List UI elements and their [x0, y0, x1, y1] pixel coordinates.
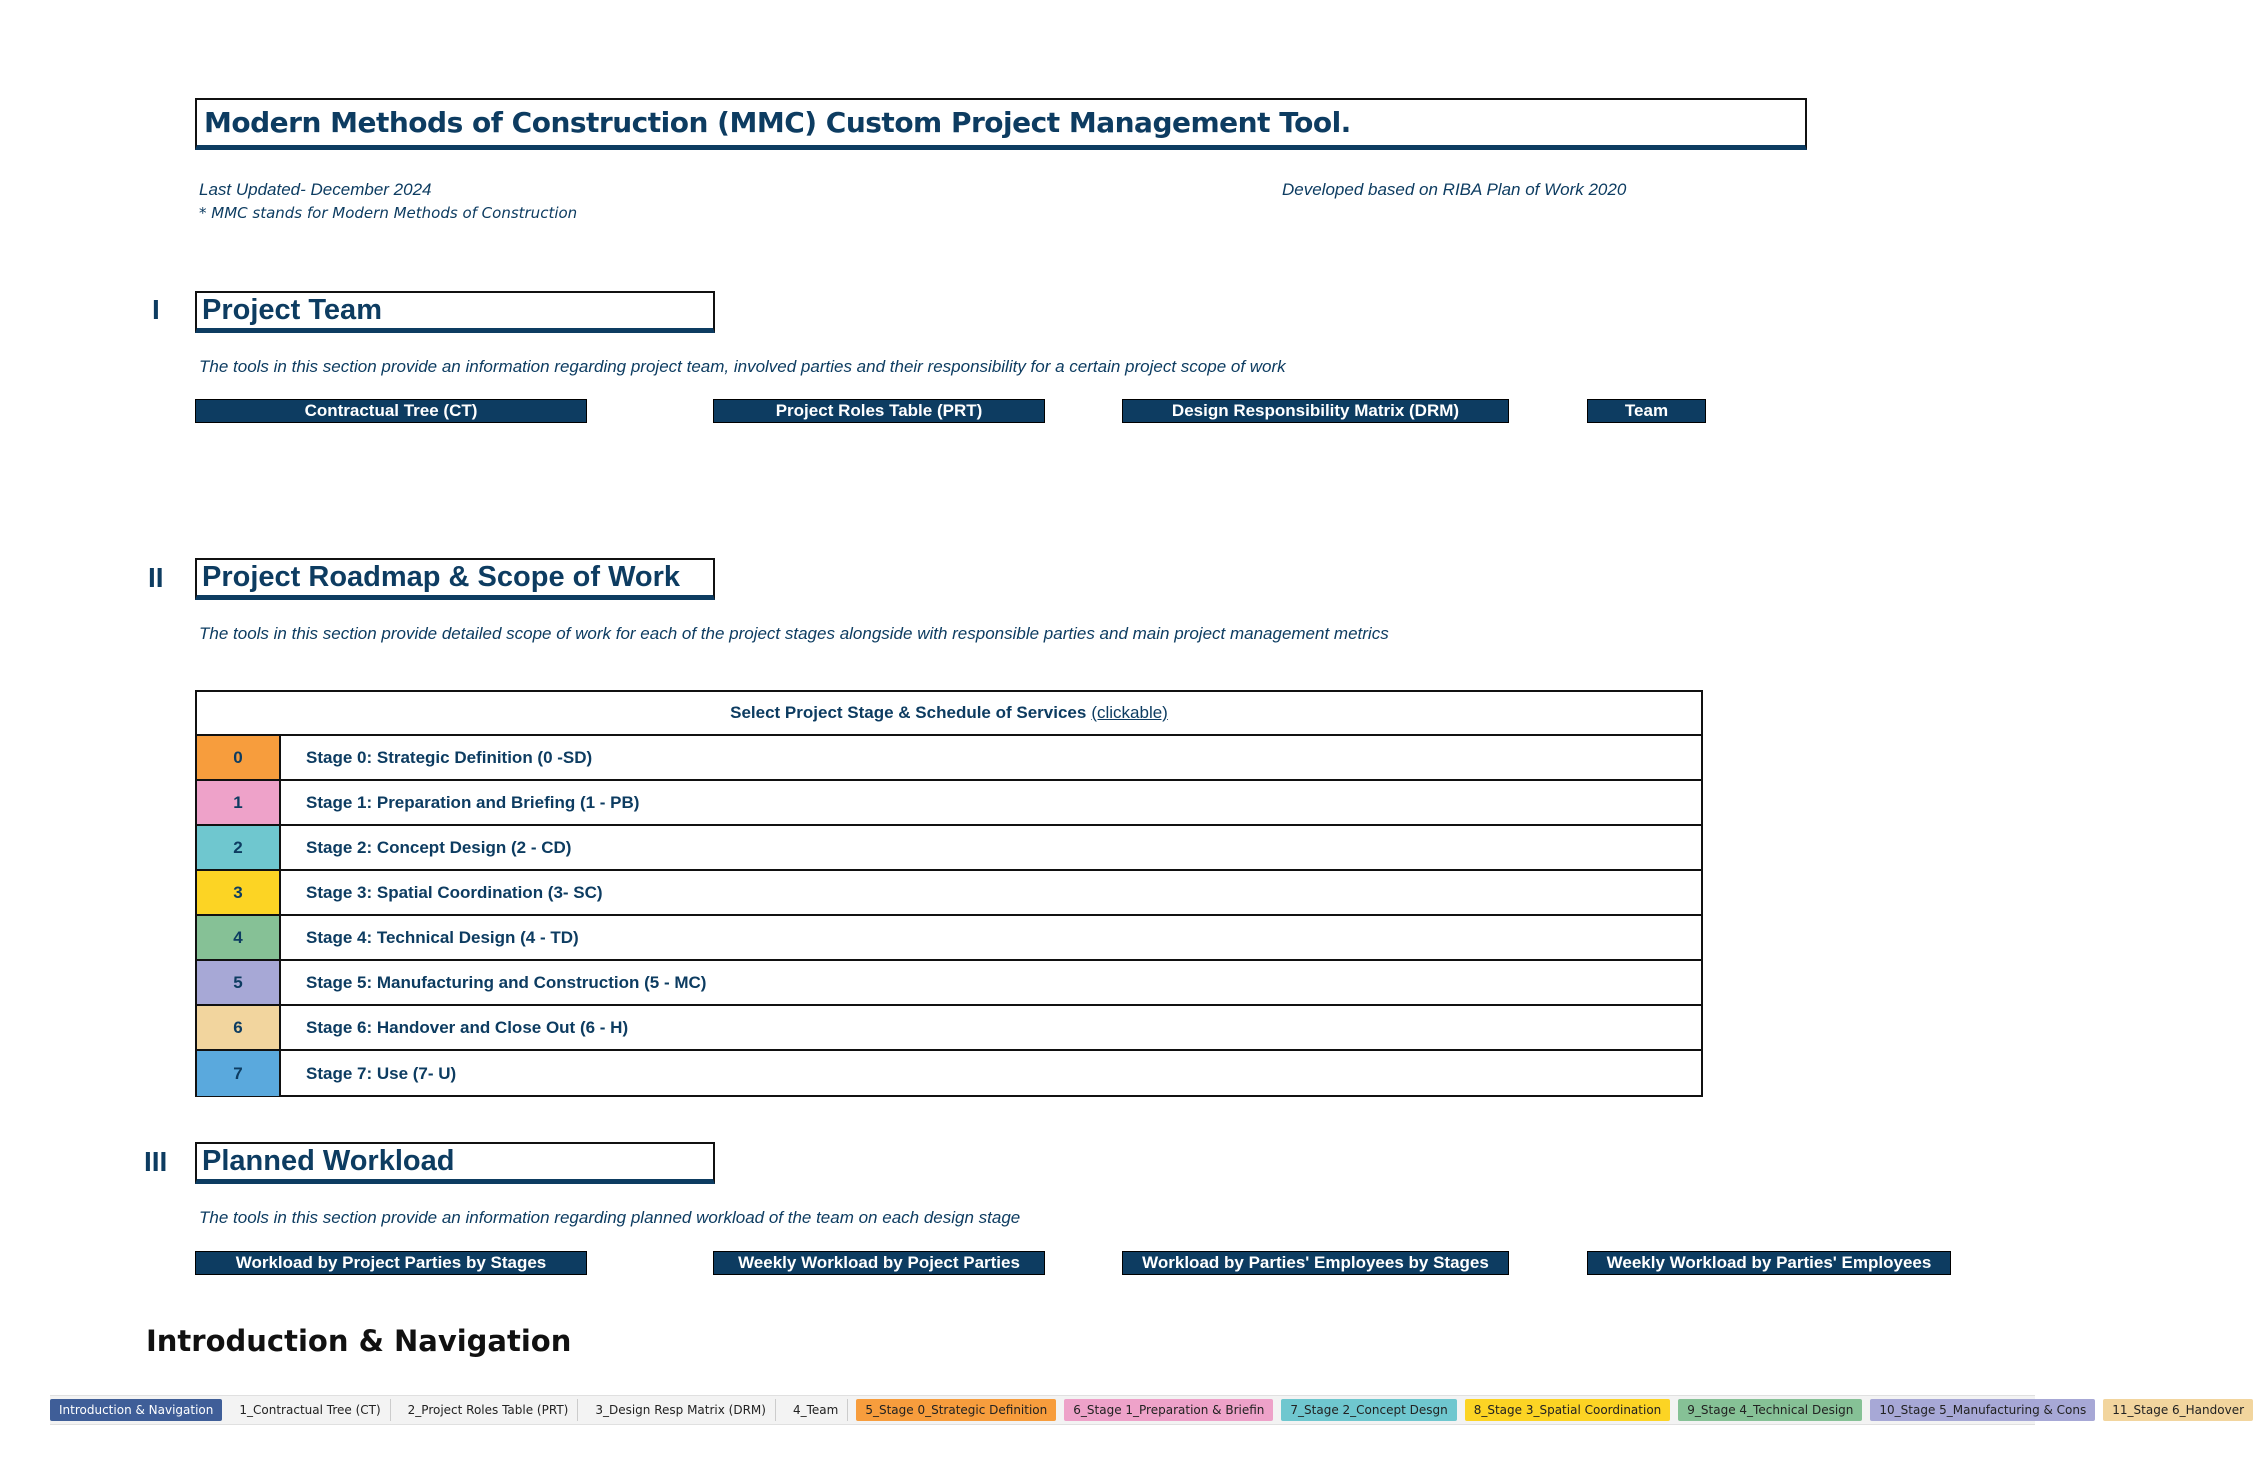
weekly-workload-employees-button[interactable]: Weekly Workload by Parties' Employees — [1587, 1251, 1951, 1275]
stage-label: Stage 4: Technical Design (4 - TD) — [306, 927, 579, 947]
workload-by-parties-stages-button[interactable]: Workload by Project Parties by Stages — [195, 1251, 587, 1275]
section-1-title: Project Team — [195, 291, 715, 333]
stage-row-4[interactable] — [197, 916, 1701, 961]
stage-number: 1 — [197, 781, 281, 824]
stage-number: 0 — [197, 736, 281, 779]
project-roles-table-button[interactable]: Project Roles Table (PRT) — [713, 399, 1045, 423]
stage-label: Stage 1: Preparation and Briefing (1 - PB) — [306, 792, 640, 812]
sheet-tab[interactable]: 9_Stage 4_Technical Design — [1678, 1399, 1862, 1421]
design-responsibility-matrix-button[interactable]: Design Responsibility Matrix (DRM) — [1122, 399, 1509, 423]
stage-number: 4 — [197, 916, 281, 959]
based-on-note: Developed based on RIBA Plan of Work 2020 — [1282, 180, 1627, 199]
stage-number: 2 — [197, 826, 281, 869]
stage-label: Stage 2: Concept Design (2 - CD) — [306, 837, 572, 857]
team-button[interactable]: Team — [1587, 399, 1706, 423]
section-2-description: The tools in this section provide detailed scope of work for each of the project stages alongside with responsible parties and main project management metrics — [199, 624, 1389, 643]
section-3-title: Planned Workload — [195, 1142, 715, 1184]
stage-number: 7 — [197, 1051, 281, 1096]
sheet-tab[interactable]: 6_Stage 1_Preparation & Briefin — [1064, 1399, 1273, 1421]
contractual-tree-button[interactable]: Contractual Tree (CT) — [195, 399, 587, 423]
sheet-tab[interactable]: 3_Design Resp Matrix (DRM) — [586, 1399, 776, 1421]
stage-selection-table — [195, 690, 1703, 1097]
sheet-tab[interactable]: 1_Contractual Tree (CT) — [230, 1399, 390, 1421]
section-3-numeral: III — [144, 1146, 168, 1177]
stage-table-header-label: Select Project Stage & Schedule of Services — [730, 703, 1087, 722]
section-1-description: The tools in this section provide an information regarding project team, involved parties and their responsibility for a certain project scope of work — [199, 357, 1286, 376]
stage-row-0[interactable] — [197, 736, 1701, 781]
section-1-numeral: I — [152, 294, 160, 325]
weekly-workload-parties-button[interactable]: Weekly Workload by Poject Parties — [713, 1251, 1045, 1275]
clickable-note: (clickable) — [1091, 703, 1168, 722]
stage-row-5[interactable] — [197, 961, 1701, 1006]
last-updated: Last Updated- December 2024 — [199, 180, 432, 199]
sheet-tab-bar — [50, 1395, 2245, 1425]
stage-number: 5 — [197, 961, 281, 1004]
stage-row-1[interactable] — [197, 781, 1701, 826]
sheet-tab[interactable]: 8_Stage 3_Spatial Coordination — [1465, 1399, 1671, 1421]
sheet-tab[interactable]: 10_Stage 5_Manufacturing & Cons — [1870, 1399, 2095, 1421]
stage-row-7[interactable] — [197, 1051, 1701, 1096]
stage-row-2[interactable] — [197, 826, 1701, 871]
stage-row-3[interactable] — [197, 871, 1701, 916]
stage-row-6[interactable] — [197, 1006, 1701, 1051]
stage-label: Stage 7: Use (7- U) — [306, 1063, 457, 1083]
sheet-tab[interactable]: 5_Stage 0_Strategic Definition — [856, 1399, 1056, 1421]
sheet-tab[interactable]: 2_Project Roles Table (PRT) — [399, 1399, 579, 1421]
sheet-tab[interactable]: Introduction & Navigation — [50, 1399, 222, 1421]
sheet-tab[interactable]: 7_Stage 2_Concept Desgn — [1281, 1399, 1456, 1421]
footnote: * MMC stands for Modern Methods of Construction — [199, 204, 578, 222]
section-2-title: Project Roadmap & Scope of Work — [195, 558, 715, 600]
stage-label: Stage 6: Handover and Close Out (6 - H) — [306, 1017, 629, 1037]
stage-number: 6 — [197, 1006, 281, 1049]
stage-table-header — [197, 692, 1701, 736]
workload-by-employees-stages-button[interactable]: Workload by Parties' Employees by Stages — [1122, 1251, 1509, 1275]
section-2-numeral: II — [148, 562, 164, 593]
sheet-heading: Introduction & Navigation — [146, 1324, 572, 1358]
sheet-tab[interactable]: 4_Team — [784, 1399, 848, 1421]
section-3-description: The tools in this section provide an information regarding planned workload of the team on each design stage — [199, 1208, 1021, 1227]
stage-label: Stage 3: Spatial Coordination (3- SC) — [306, 882, 603, 902]
sheet-tab[interactable]: 11_Stage 6_Handover — [2103, 1399, 2253, 1421]
page-title: Modern Methods of Construction (MMC) Custom Project Management Tool. — [195, 98, 1807, 150]
stage-number: 3 — [197, 871, 281, 914]
stage-label: Stage 5: Manufacturing and Construction (5 - MC) — [306, 972, 707, 992]
stage-label: Stage 0: Strategic Definition (0 -SD) — [306, 747, 593, 767]
